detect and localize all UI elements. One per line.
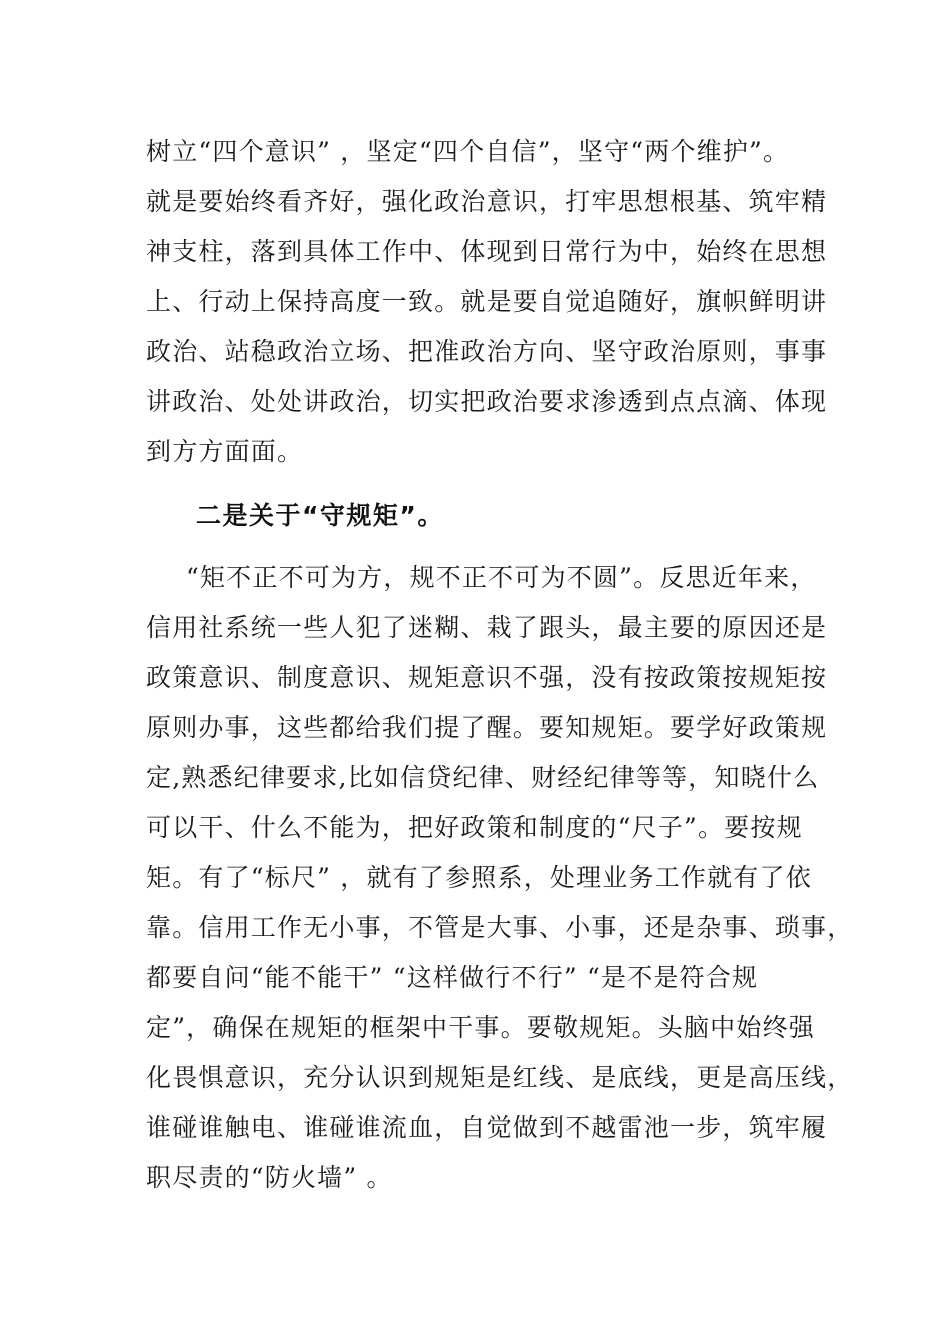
paragraph-1-line-6: 讲政治、处处讲政治，切实把政治要求渗透到点点滴、体现 — [146, 387, 828, 416]
paragraph-1-line-4: 上、行动上保持高度一致。就是要自觉追随好，旗帜鲜明讲 — [146, 287, 828, 316]
paragraph-2-line-1: “矩不正不可为方，规不正不可为不圆”。反思近年来， — [186, 563, 817, 592]
paragraph-2-line-6: 可以干、什么不能为，把好政策和制度的“尺子”。要按规 — [146, 813, 803, 842]
paragraph-2-line-8: 靠。信用工作无小事，不管是大事、小事，还是杂事、琐事， — [146, 913, 854, 942]
paragraph-2-line-11: 化畏惧意识，充分认识到规矩是红线、是底线，更是高压线， — [146, 1063, 854, 1092]
paragraph-1-line-7: 到方方面面。 — [146, 437, 304, 466]
paragraph-1-line-3: 神支柱，落到具体工作中、体现到日常行为中，始终在思想 — [146, 237, 828, 266]
section-heading: 二是关于“守规矩”。 — [196, 501, 444, 530]
paragraph-2-line-9: 都要自问“能不能干” “这样做行不行” “是不是符合规 — [146, 963, 759, 992]
paragraph-2-line-10: 定”，确保在规矩的框架中干事。要敬规矩。头脑中始终强 — [146, 1013, 815, 1042]
paragraph-2-line-2: 信用社系统一些人犯了迷糊、栽了跟头，最主要的原因还是 — [146, 613, 828, 642]
paragraph-1-line-1: 树立“四个意识” ，坚定“四个自信”，坚守“两个维护”。 — [146, 137, 790, 166]
paragraph-2-line-12: 谁碰谁触电、谁碰谁流血，自觉做到不越雷池一步，筑牢履 — [146, 1113, 828, 1142]
paragraph-2-line-13: 职尽责的“防火墙” 。 — [146, 1163, 393, 1192]
paragraph-2-line-3: 政策意识、制度意识、规矩意识不强，没有按政策按规矩按 — [146, 663, 828, 692]
paragraph-1-line-5: 政治、站稳政治立场、把准政治方向、坚守政治原则，事事 — [146, 337, 828, 366]
paragraph-1-line-2: 就是要始终看齐好，强化政治意识，打牢思想根基、筑牢精 — [146, 187, 828, 216]
paragraph-2-line-5: 定,熟悉纪律要求,比如信贷纪律、财经纪律等等，知晓什么 — [146, 763, 820, 792]
paragraph-2-line-7: 矩。有了“标尺” ，就有了参照系，处理业务工作就有了依 — [146, 863, 812, 892]
paragraph-2-line-4: 原则办事，这些都给我们提了醒。要知规矩。要学好政策规 — [146, 713, 828, 742]
